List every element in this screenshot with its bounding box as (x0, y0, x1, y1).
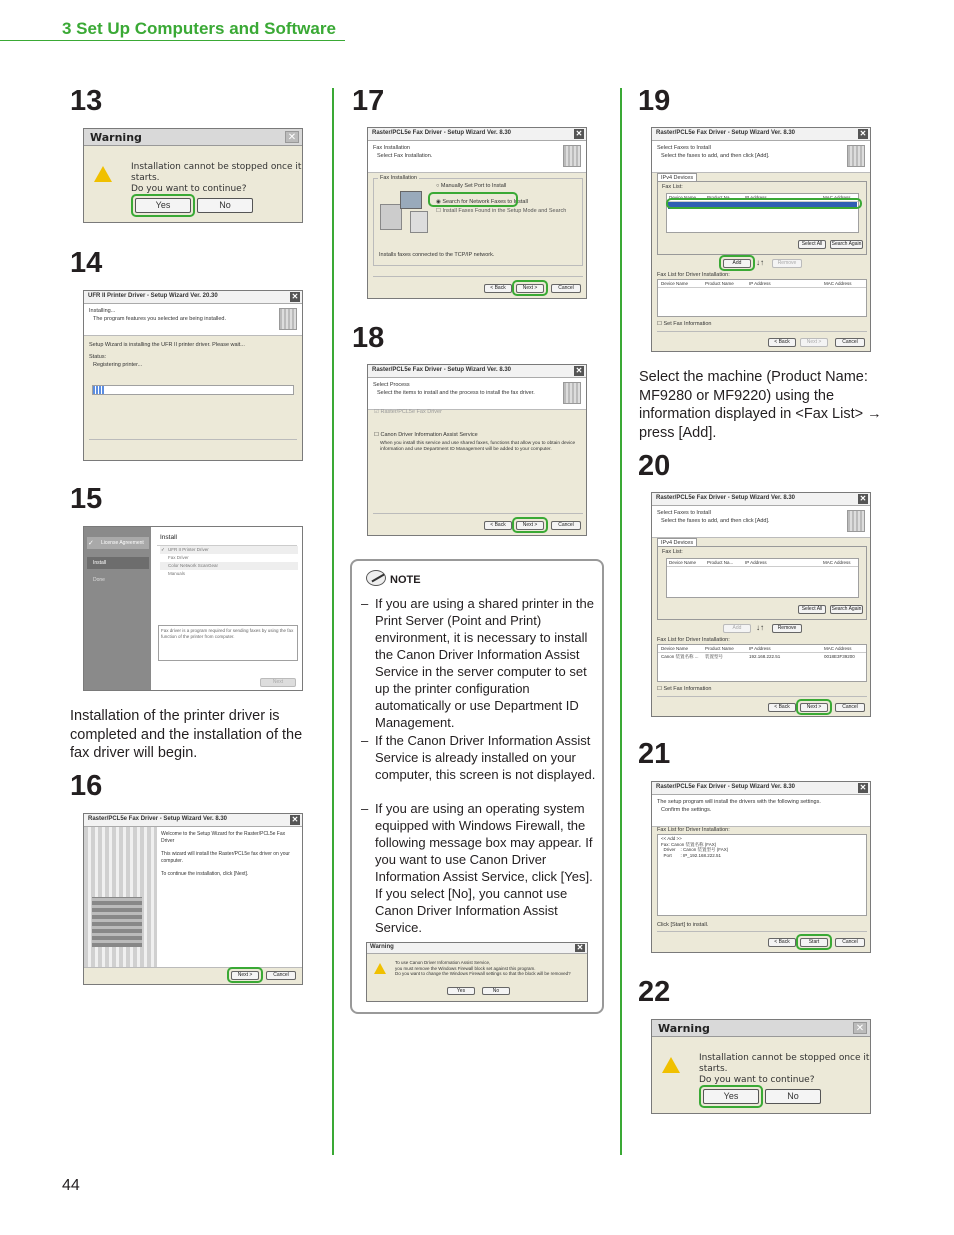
cancel-button[interactable]: Cancel (551, 284, 581, 293)
add-button[interactable]: Add (723, 624, 751, 633)
dialog-titlebar: Raster/PCL5e Fax Driver - Setup Wizard Ver. 8.30 ✕ (652, 782, 870, 795)
move-arrows-icon: ↓↑ (756, 258, 764, 267)
checkmark-icon: ✓ (88, 540, 94, 547)
dialog-titlebar: Raster/PCL5e Fax Driver - Setup Wizard Ver. 8.30 ✕ (652, 493, 870, 506)
remove-button[interactable]: Remove (772, 259, 802, 268)
dialog-titlebar: UFR II Printer Driver - Setup Wizard Ver. 20.30 ✕ (84, 291, 302, 304)
back-button[interactable]: < Back (484, 521, 512, 530)
highlight-next (796, 699, 832, 715)
network-computers-icon (380, 189, 430, 234)
cancel-button[interactable]: Cancel (266, 971, 296, 980)
settings-summary: << Add >> Fax: Canon 装置名称 (FAX) Driver : Canon 装置型号 (FAX) Port : IP_192.168.222.51 (657, 834, 867, 916)
product-icon (563, 145, 581, 167)
yes-button[interactable]: Yes (135, 198, 191, 213)
warning-icon (662, 1057, 680, 1073)
column-divider-left (332, 88, 334, 1155)
select-faxes-dialog-added: Raster/PCL5e Fax Driver - Setup Wizard Ver. 8.30 ✕ Select Faxes to Install Select the faxes to add, and then click [Add]. IPv4 Devices Fax List: Device Name Product Na... IP Address MAC Address Select All Search Again Add ↓↑ Remove Fax List for Driver Installation: Device Name Product Name IP Address MAC Address Canon 装置名称 ... 装置型号 192.168.222.51 0018E3F39200 ☐ Set Fax Information < Back Next > Cancel (651, 492, 871, 717)
next-button[interactable]: Next > (800, 338, 828, 347)
select-process-dialog: Raster/PCL5e Fax Driver - Setup Wizard Ver. 8.30 ✕ Select Process Select the items to install and the process to install the fax driver. ☑ Raster/PCL5e Fax Driver ☐ Canon Driver Information Assist Service When you install this service and use shared faxes, functions that allow you to obtain device information and use Department ID Management will be added to your computer. < Back Next > Cancel (367, 364, 587, 536)
dialog-title: Warning (658, 1022, 710, 1035)
warning-icon (374, 963, 386, 974)
dialog-header: Select Faxes to Install Select the faxes to add, and then click [Add]. (652, 506, 870, 538)
dialog-titlebar: Warning ✕ (367, 943, 587, 954)
driver-install-table: Device Name Product Name IP Address MAC Address Canon 装置名称 ... 装置型号 192.168.222.51 0018E3F39200 (657, 644, 867, 682)
step-number-13: 13 (70, 85, 103, 117)
firewall-warning-dialog: Warning ✕ To use Canon Driver Information Assist Service, you must remove the Windows Firewall block set against this program. Do you want to change the Windows Firewall settings so that the block will be removed? Yes No (366, 942, 588, 1002)
dialog-titlebar: Raster/PCL5e Fax Driver - Setup Wizard Ver. 8.30 ✕ (652, 128, 870, 141)
close-icon[interactable]: ✕ (859, 783, 867, 792)
remove-button[interactable]: Remove (772, 624, 802, 633)
close-icon[interactable]: ✕ (291, 292, 299, 301)
yes-button[interactable]: Yes (447, 987, 475, 995)
note-box (350, 559, 604, 1014)
warning-dialog-22 (651, 1019, 871, 1114)
dialog-message: Installation cannot be stopped once it starts. Do you want to continue? (699, 1053, 870, 1085)
step-number-18: 18 (352, 322, 385, 354)
product-icon (563, 382, 581, 404)
tab-ipv4[interactable]: IPv4 Devices (657, 173, 697, 182)
install-sidebar: License Agreement ✓ Install Done (84, 527, 151, 691)
highlight-next (512, 280, 548, 296)
no-button[interactable]: No (482, 987, 510, 995)
select-all-button[interactable]: Select All (798, 605, 826, 614)
select-faxes-dialog: Raster/PCL5e Fax Driver - Setup Wizard Ver. 8.30 ✕ Select Faxes to Install Select the faxes to add, and then click [Add]. IPv4 Devices Fax List: Device Name Product Na... IP Address MAC Address Select All Search Again Add ↓↑ Remove Fax List for Driver Installation: Device Name Product Name IP Address MAC Address ☐ Set Fax Information < Back Next > Cancel (651, 127, 871, 352)
step19-description: Select the machine (Product Name: MF9280 or MF9220) using the information displayed in <Fax List> → press [Add]. (639, 369, 882, 441)
product-icon (847, 510, 865, 532)
step-number-21: 21 (638, 738, 671, 770)
cancel-button[interactable]: Cancel (551, 521, 581, 530)
dialog-titlebar (84, 129, 302, 146)
close-icon[interactable]: ✕ (859, 494, 867, 503)
step-number-20: 20 (638, 450, 671, 482)
dialog-title: Warning (90, 131, 142, 144)
cancel-button[interactable]: Cancel (835, 338, 865, 347)
ufr-setup-dialog: UFR II Printer Driver - Setup Wizard Ver. 20.30 ✕ Installing... The program features you selected are being installed. Setup Wizard is installing the UFR II printer driver. Please wait... Status: Registering printer... (83, 290, 303, 461)
fax-installation-group: Fax Installation ○ Manually Set Port to Install ◉ Search for Network Faxes to Install ☐ Install Faxes Found in the Setup Mode and Search Installs faxes connected to the TCP/IP network. (373, 178, 583, 266)
pencil-note-icon (366, 570, 386, 586)
header-rule (0, 40, 345, 41)
highlight-search-option (428, 192, 518, 207)
highlight-next (512, 517, 548, 533)
start-button[interactable]: Start (800, 938, 828, 947)
back-button[interactable]: < Back (768, 938, 796, 947)
select-all-button[interactable]: Select All (798, 240, 826, 249)
back-button[interactable]: < Back (768, 703, 796, 712)
dialog-titlebar: Raster/PCL5e Fax Driver - Setup Wizard Ver. 8.30 ✕ (368, 128, 586, 141)
assist-service-checkbox[interactable]: ☐ Canon Driver Information Assist Service (374, 432, 478, 438)
highlight-yes (699, 1085, 763, 1108)
step-number-14: 14 (70, 247, 103, 279)
highlight-yes (131, 194, 195, 217)
no-button[interactable]: No (765, 1089, 821, 1104)
product-icon (847, 145, 865, 167)
warning-icon (94, 166, 112, 182)
install-title: Install (160, 534, 177, 541)
search-again-button[interactable]: Search Again (831, 606, 862, 612)
note-item: – If you are using a shared printer in the Print Server (Point and Print) environment, it is necessary to install the Canon Driver Information Assist Service in the server computer to set up the printer configuration automatically or use Department ID Management. (361, 596, 594, 730)
highlight-next (227, 967, 263, 983)
dialog-message: Installation cannot be stopped once it starts. Do you want to continue? (131, 162, 302, 194)
highlight-start (796, 934, 832, 950)
table-row[interactable]: Canon 装置名称 ... 装置型号 192.168.222.51 0018E3F39200 (661, 654, 855, 659)
no-button[interactable]: No (197, 198, 253, 213)
install-dialog (83, 526, 303, 691)
next-button[interactable]: Next > (516, 284, 544, 293)
fax-installation-dialog (367, 127, 587, 299)
wizard-banner-image (84, 827, 157, 967)
highlight-fax-row (666, 198, 862, 209)
cancel-button[interactable]: Cancel (835, 703, 865, 712)
highlight-add (719, 255, 755, 271)
driver-install-table: Device Name Product Name IP Address MAC Address (657, 279, 867, 317)
note-item: – If you are using an operating system equipped with Windows Firewall, the following message box may appear. If you want to use Canon Driver Information Assist Service, click [Yes]. If you select [No], you cannot use Canon Driver Information Assist Service. (361, 801, 593, 935)
page-number: 44 (62, 1177, 80, 1194)
step-number-22: 22 (638, 976, 671, 1008)
section-title: 3 Set Up Computers and Software (62, 19, 336, 38)
step15-description: Installation of the printer driver is completed and the installation of the fax driver will begin. (70, 708, 303, 761)
close-icon[interactable]: ✕ (576, 943, 584, 952)
dialog-titlebar (652, 1020, 870, 1037)
step-number-15: 15 (70, 483, 103, 515)
step-number-16: 16 (70, 770, 103, 802)
set-fax-info-checkbox[interactable]: ☐ Set Fax Information (657, 321, 712, 327)
close-icon[interactable]: ✕ (575, 366, 583, 375)
dialog-header: Fax Installation Select Fax Installation. (368, 141, 586, 173)
column-divider-right (620, 88, 622, 1155)
close-icon[interactable]: ✕ (285, 131, 299, 143)
step-number-19: 19 (638, 85, 671, 117)
dialog-titlebar: Raster/PCL5e Fax Driver - Setup Wizard Ver. 8.30 ✕ (84, 814, 302, 827)
progress-bar (92, 385, 294, 395)
confirm-settings-dialog: Raster/PCL5e Fax Driver - Setup Wizard Ver. 8.30 ✕ The setup program will install the drivers with the following settings. Confirm the settings. Fax List for Driver Installation: << Add >> Fax: Canon 装置名称 (FAX) Driver : Canon 装置型号 (FAX) Port : IP_192.168.222.51 Click [Start] to install. < Back Start Cancel (651, 781, 871, 953)
next-button[interactable]: Next > (800, 703, 828, 712)
component-description: Fax driver is a program required for sending faxes by using the fax function of the printer from computer. (158, 625, 298, 661)
welcome-text: Welcome to the Setup Wizard for the Raster/PCL5e Fax Driver This wizard will install the Raster/PCL5e fax driver on your computer. To continue the installation, click [Next]. (161, 831, 290, 877)
close-icon[interactable]: ✕ (853, 1022, 867, 1034)
close-icon[interactable]: ✕ (291, 815, 299, 824)
component-list: ✓ UFR II Printer Driver Fax Driver Color Network ScanGear Manuals (160, 546, 298, 578)
step-number-17: 17 (352, 85, 385, 117)
warning-dialog-13 (83, 128, 303, 223)
fax-list-table: Device Name Product Na... IP Address MAC Address (666, 558, 859, 598)
fax-list-table: Device Name Product Na... IP Address MAC Address (666, 193, 859, 233)
dialog-header: Installing... The program features you selected are being installed. (84, 304, 302, 336)
tab-ipv4[interactable]: IPv4 Devices (657, 538, 697, 547)
cancel-button[interactable]: Cancel (835, 938, 865, 947)
set-fax-info-checkbox[interactable]: ☐ Set Fax Information (657, 686, 712, 692)
dialog-titlebar: Raster/PCL5e Fax Driver - Setup Wizard Ver. 8.30 ✕ (368, 365, 586, 378)
product-icon (279, 308, 297, 330)
dialog-header: Select Faxes to Install Select the faxes to add, and then click [Add]. (652, 141, 870, 173)
search-again-button[interactable]: Search Again (831, 241, 862, 247)
back-button[interactable]: < Back (768, 338, 796, 347)
next-button[interactable]: Next > (231, 971, 259, 980)
next-button[interactable]: Next > (516, 521, 544, 530)
note-label: NOTE (390, 574, 421, 586)
yes-button[interactable]: Yes (703, 1089, 759, 1104)
add-button[interactable]: Add (723, 259, 751, 268)
close-icon[interactable]: ✕ (859, 129, 867, 138)
next-button[interactable]: Next (260, 678, 296, 687)
back-button[interactable]: < Back (484, 284, 512, 293)
fax-welcome-dialog (83, 813, 303, 985)
close-icon[interactable]: ✕ (575, 129, 583, 138)
dialog-header: Select Process Select the items to install and the process to install the fax driver. (368, 378, 586, 410)
move-arrows-icon: ↓↑ (756, 623, 764, 632)
dialog-header: The setup program will install the drivers with the following settings. Confirm the settings. (652, 795, 870, 827)
note-item: – If the Canon Driver Information Assist Service is already installed on your computer, this screen is not displayed. (361, 733, 596, 782)
